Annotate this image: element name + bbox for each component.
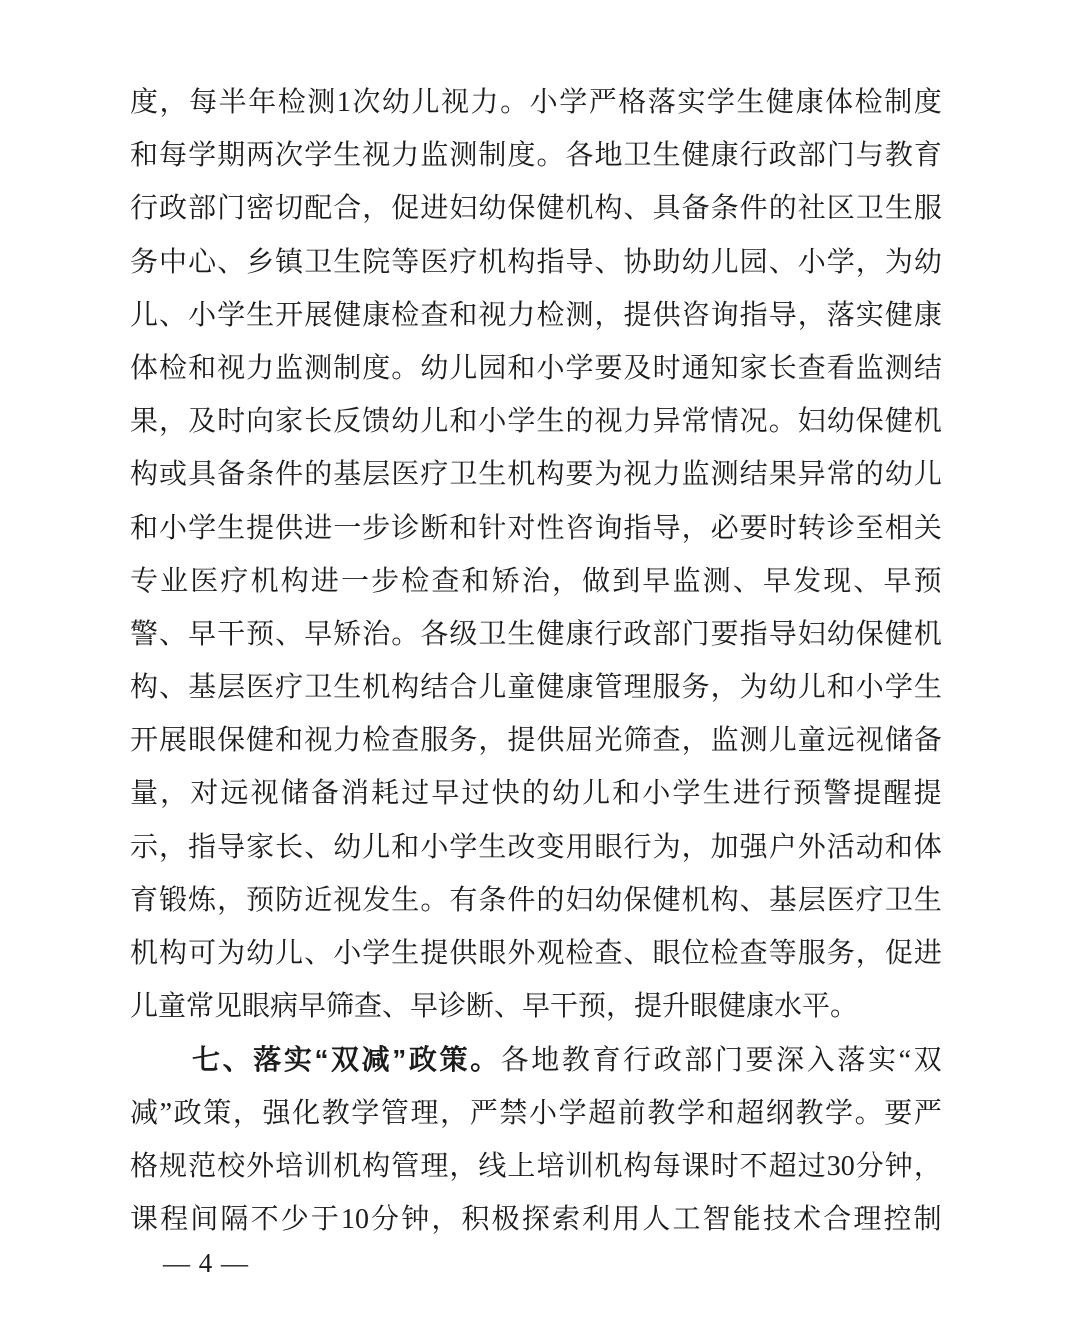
text-line: 开 展 眼 保 健 和 视 力 检 查 服 务 ， 提 供 屈 光 筛 查 ， 监 测 儿 童 远 视 储 备 (130, 725, 942, 757)
text-line: 构 、 基 层 医 疗 卫 生 机 构 结 合 儿 童 健 康 管 理 服 务 ， 为 幼 儿 和 小 学 生 (130, 672, 942, 704)
text-line: 果 ， 及 时 向 家 长 反 馈 幼 儿 和 小 学 生 的 视 力 异 常 情 况 。 妇 幼 保 健 机 (130, 406, 942, 438)
text-line: 行 政 部 门 密 切 配 合 ， 促 进 妇 幼 保 健 机 构 、 具 备 条 件 的 社 区 卫 生 服 (130, 193, 942, 225)
text-line: 儿童常见眼病早筛查、早诊断、早干预，提升眼健康水平。 (130, 991, 859, 1023)
text-line: 示 ， 指 导 家 长 、 幼 儿 和 小 学 生 改 变 用 眼 行 为 ， 加 强 户 外 活 动 和 体 (130, 831, 942, 863)
text-line: 警 、 早 干 预 、 早 矫 治 。 各 级 卫 生 健 康 行 政 部 门 要 指 导 妇 幼 保 健 机 (130, 618, 942, 650)
text-line: 育 锻 炼 ， 预 防 近 视 发 生 。 有 条 件 的 妇 幼 保 健 机 构 、 基 层 医 疗 卫 生 (130, 884, 942, 916)
text-line: 量 ， 对 远 视 储 备 消 耗 过 早 过 快 的 幼 儿 和 小 学 生 进 行 预 警 提 醒 提 (130, 778, 942, 810)
text-line: 儿 、 小 学 生 开 展 健 康 检 查 和 视 力 检 测 ， 提 供 咨 询 指 导 ， 落 实 健 康 (130, 299, 942, 331)
text-line: 格 规 范 校 外 培 训 机 构 管 理 ， 线 上 培 训 机 构 每 课 时 不 超 过 30 分 钟 ， (130, 1150, 942, 1182)
document-body (130, 76, 942, 1246)
text-line: 度 ， 每 半 年 检 测 1 次 幼 儿 视 力 。 小 学 严 格 落 实 学 生 健 康 体 检 制 度 (130, 87, 942, 118)
text-line: 机 构 可 为 幼 儿 、 小 学 生 提 供 眼 外 观 检 查 、 眼 位 检 查 等 服 务 ， 促 进 (130, 938, 942, 969)
text-line: 和 小 学 生 提 供 进 一 步 诊 断 和 针 对 性 咨 询 指 导 ， 必 要 时 转 诊 至 相 关 (130, 512, 942, 544)
text-line: 和 每 学 期 两 次 学 生 视 力 监 测 制 度 。 各 地 卫 生 健 康 行 政 部 门 与 教 育 (130, 140, 942, 172)
text-line: 体 检 和 视 力 监 测 制 度 。 幼 儿 园 和 小 学 要 及 时 通 知 家 长 查 看 监 测 结 (130, 352, 942, 384)
text-line: 七 、 落 实 “ 双 减 ” 政 策 。 各 地 教 育 行 政 部 门 要 深 入 落 实 “ 双 (192, 1044, 942, 1077)
text-line: 减 ” 政 策 ， 强 化 教 学 管 理 ， 严 禁 小 学 超 前 教 学 和 超 纲 教 学 。 要 严 (130, 1097, 942, 1129)
text-line: 课 程 间 隔 不 少 于 10 分 钟 ， 积 极 探 索 利 用 人 工 智 能 技 术 合 理 控 制 (130, 1203, 942, 1235)
text-line: 务 中 心 、 乡 镇 卫 生 院 等 医 疗 机 构 指 导 、 协 助 幼 儿 园 、 小 学 ， 为 幼 (130, 246, 942, 278)
text-line: 专 业 医 疗 机 构 进 一 步 检 查 和 矫 治 ， 做 到 早 监 测 、 早 发 现 、 早 预 (130, 565, 942, 597)
text-line: 构 或 具 备 条 件 的 基 层 医 疗 卫 生 机 构 要 为 视 力 监 测 结 果 异 常 的 幼 儿 (130, 459, 942, 491)
page-number: — 4 — (163, 1248, 249, 1278)
